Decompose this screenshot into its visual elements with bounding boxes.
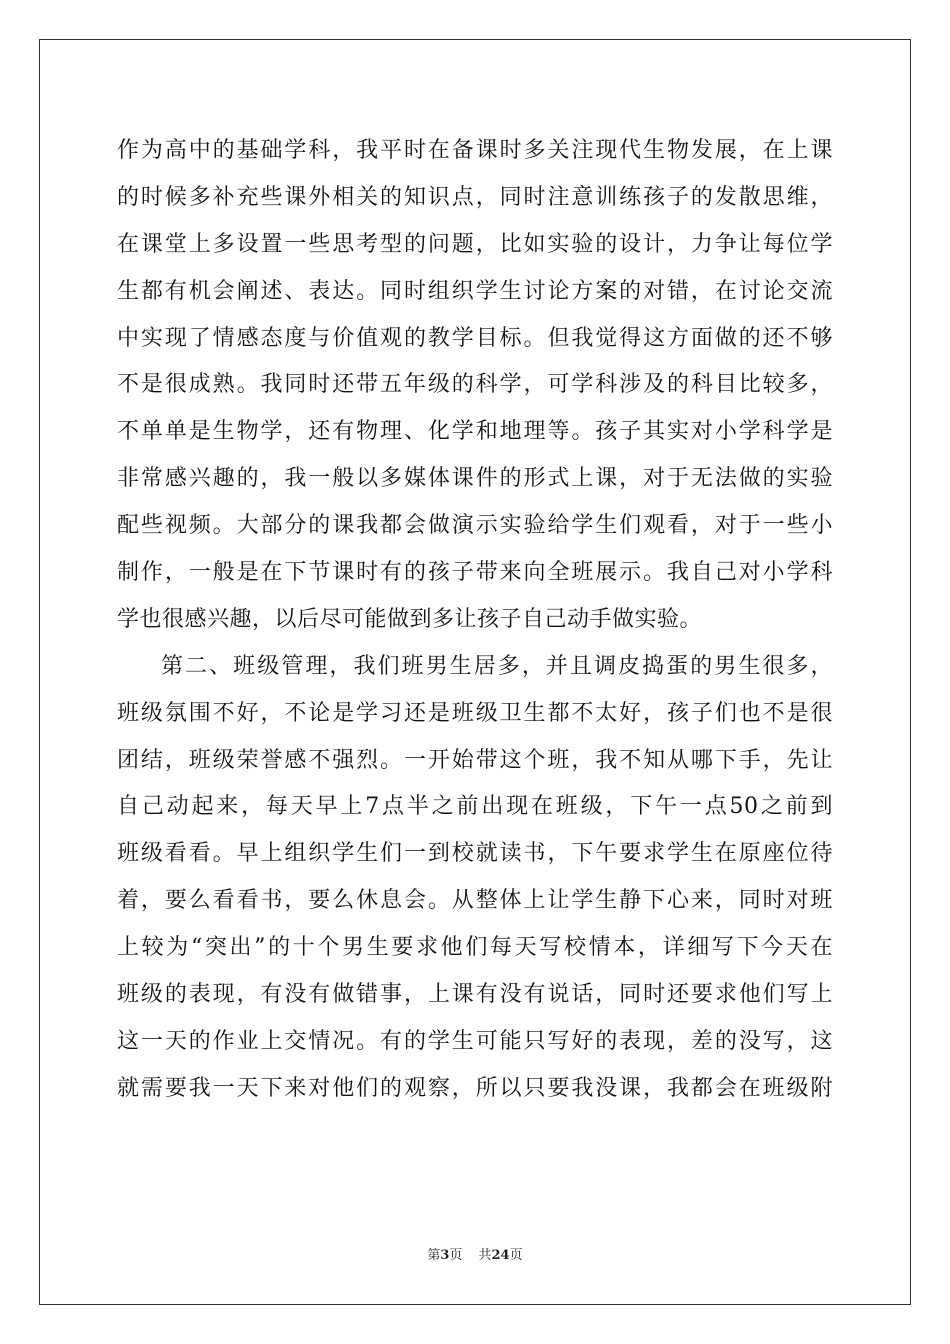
- text-line: 着，要么看看书，要么休息会。从整体上让学生静下心来，同时对班: [117, 888, 833, 914]
- text-line: 团结，班级荣誉感不强烈。一开始带这个班，我不知从哪下手，先让: [117, 747, 833, 773]
- text-line: 生都有机会阐述、表达。同时组织学生讨论方案的对错，在讨论交流: [117, 278, 833, 304]
- document-body: [117, 128, 833, 1113]
- text-line: 班级看看。早上组织学生们一到校就读书，下午要求学生在原座位待: [117, 841, 833, 867]
- text-line: 制作，一般是在下节课时有的孩子带来向全班展示。我自己对小学科: [117, 560, 833, 586]
- text-line: 在课堂上多设置一些思考型的问题，比如实验的设计，力争让每位学: [117, 231, 833, 257]
- text-line: 不是很成熟。我同时还带五年级的科学，可学科涉及的科目比较多，: [117, 372, 833, 398]
- total-prefix: 共: [478, 1248, 492, 1263]
- text-line: 学也很感兴趣，以后尽可能做到多让孩子自己动手做实验。: [117, 606, 703, 632]
- text-line: 作为高中的基础学科，我平时在备课时多关注现代生物发展，在上课: [117, 138, 833, 163]
- page-number: 3: [440, 1248, 450, 1263]
- text-line: 非常感兴趣的，我一般以多媒体课件的形式上课，对于无法做的实验: [117, 466, 833, 492]
- text-line: 上较为“突出”的十个男生要求他们每天写校情本，详细写下今天在: [117, 935, 833, 961]
- text-line: 不单单是生物学，还有物理、化学和地理等。孩子其实对小学科学是: [117, 419, 833, 445]
- text-line: 这一天的作业上交情况。有的学生可能只写好的表现，差的没写，这: [117, 1028, 833, 1054]
- text-line: 班级的表现，有没有做错事，上课有没有说话，同时还要求他们写上: [117, 982, 833, 1008]
- page-prefix: 第: [427, 1248, 441, 1263]
- text-line: 的时候多补充些课外相关的知识点，同时注意训练孩子的发散思维，: [117, 184, 833, 210]
- page-suffix: 页: [449, 1248, 463, 1263]
- text-line: 班级氛围不好，不论是学习还是班级卫生都不太好，孩子们也不是很: [117, 700, 833, 726]
- total-pages: 24: [491, 1248, 510, 1263]
- paragraph-start-line: 第二、班级管理，我们班男生居多，并且调皮捣蛋的男生很多，: [161, 653, 833, 679]
- text-line: 就需要我一天下来对他们的观察，所以只要我没课，我都会在班级附: [117, 1075, 833, 1101]
- text-line: 中实现了情感态度与价值观的教学目标。但我觉得这方面做的还不够: [117, 325, 833, 351]
- page-footer: [0, 1244, 950, 1263]
- total-suffix: 页: [509, 1248, 523, 1263]
- text-line: 自己动起来，每天早上7点半之前出现在班级，下午一点50之前到: [117, 794, 833, 820]
- text-line: 配些视频。大部分的课我都会做演示实验给学生们观看，对于一些小: [117, 513, 833, 539]
